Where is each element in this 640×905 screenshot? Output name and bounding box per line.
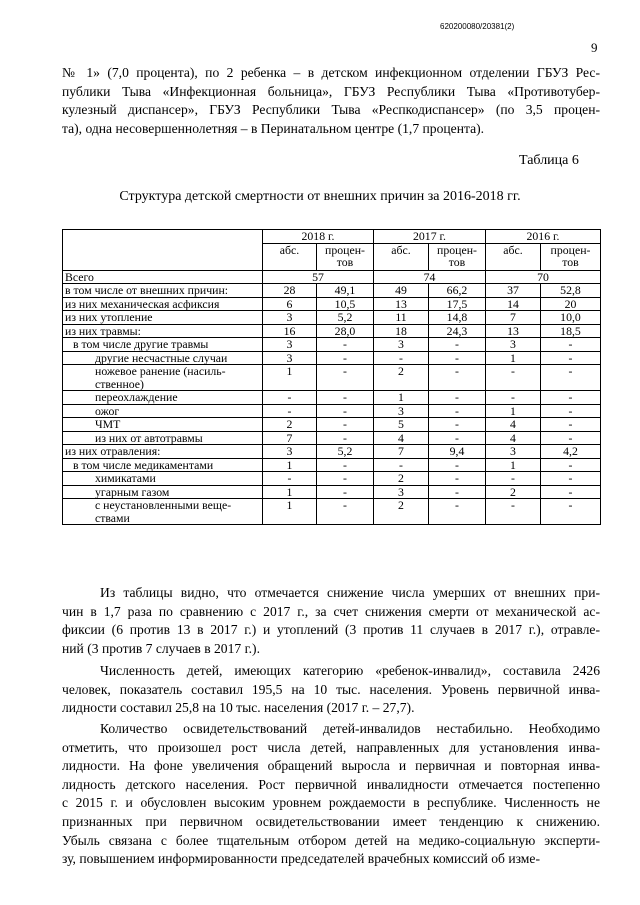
table-cell: - — [429, 351, 486, 365]
table-cell: 11 — [374, 311, 429, 325]
table-cell: - — [317, 391, 374, 405]
row-label: из них травмы: — [63, 324, 263, 338]
text-line: зу, повышением информированности председателей врачебных комиссий об изме- — [62, 851, 540, 867]
text-line: Количество освидетельствований детей-инвалидов нестабильно. Необходимо — [100, 721, 600, 736]
table-cell: 3 — [374, 485, 429, 499]
table-cell: 3 — [486, 338, 541, 352]
row-label: в том числе другие травмы — [63, 338, 263, 352]
table-cell: - — [429, 472, 486, 486]
text-line: фиксии (6 против 13 в 2017 г.) и утоплений (3 против 11 случаев в 2017 г.), отравле- — [62, 622, 600, 638]
header-year-2017: 2017 г. — [374, 230, 486, 244]
table-cell: 20 — [541, 297, 601, 311]
table-cell: 1 — [486, 404, 541, 418]
table-cell: - — [541, 365, 601, 391]
header-year-2018: 2018 г. — [263, 230, 374, 244]
table-cell: 9,4 — [429, 445, 486, 459]
table-cell: 1 — [263, 485, 317, 499]
table-row — [63, 284, 601, 298]
table-cell: 18 — [374, 324, 429, 338]
header-abs: абс. — [374, 243, 429, 270]
header-year-2016: 2016 г. — [486, 230, 601, 244]
table-header-years — [63, 230, 601, 244]
table-cell: - — [541, 404, 601, 418]
table-cell: - — [429, 499, 486, 525]
table-cell: - — [263, 404, 317, 418]
table-cell: - — [486, 365, 541, 391]
table-cell: - — [429, 338, 486, 352]
table-cell: 3 — [263, 311, 317, 325]
text-line: человек, показатель составил 195,5 на 10 тыс. населения. Уровень первичной инва- — [62, 681, 600, 697]
table-cell: - — [317, 365, 374, 391]
table-cell: - — [541, 485, 601, 499]
table-cell: 3 — [374, 338, 429, 352]
table-cell: - — [317, 351, 374, 365]
table-cell: 4 — [486, 418, 541, 432]
table-cell: - — [317, 418, 374, 432]
table-cell: 37 — [486, 284, 541, 298]
paragraph — [62, 584, 600, 658]
table-cell: 1 — [263, 499, 317, 525]
table-row-total — [63, 270, 601, 284]
paragraph — [62, 720, 600, 869]
row-label: переохлаждение — [63, 391, 263, 405]
table-row — [63, 297, 601, 311]
table-cell: - — [317, 499, 374, 525]
table-cell: 3 — [486, 445, 541, 459]
table-cell: 16 — [263, 324, 317, 338]
table-cell: - — [541, 391, 601, 405]
row-label: ожог — [63, 404, 263, 418]
table-cell: - — [541, 472, 601, 486]
table-cell: 17,5 — [429, 297, 486, 311]
table-cell: - — [541, 338, 601, 352]
row-label: в том числе от внешних причин: — [63, 284, 263, 298]
table-cell: 1 — [486, 351, 541, 365]
table-cell: 49 — [374, 284, 429, 298]
header-abs: абс. — [263, 243, 317, 270]
table-cell: - — [263, 472, 317, 486]
row-label: с неустановленными веще-ствами — [63, 499, 263, 525]
row-label: химикатами — [63, 472, 263, 486]
table-row — [63, 324, 601, 338]
table-row — [63, 418, 601, 432]
table-cell: - — [263, 391, 317, 405]
text-line: лидности составил 25,8 на 10 тыс. населения (2017 г. – 27,7). — [62, 700, 415, 716]
table-cell: - — [317, 458, 374, 472]
table-row — [63, 458, 601, 472]
table-cell: - — [429, 391, 486, 405]
table-cell: - — [429, 458, 486, 472]
table-cell: - — [486, 391, 541, 405]
table-cell: 3 — [263, 338, 317, 352]
row-label: угарным газом — [63, 485, 263, 499]
table-cell: 5,2 — [317, 445, 374, 459]
table-cell: - — [429, 418, 486, 432]
total-2016: 70 — [486, 270, 601, 284]
row-label: из них от автотравмы — [63, 431, 263, 445]
table-row — [63, 472, 601, 486]
table-cell: - — [541, 499, 601, 525]
table-cell: 24,3 — [429, 324, 486, 338]
header-percent: процен-тов — [317, 243, 374, 270]
text-line: № 1» (7,0 процента), по 2 ребенка – в детском инфекционном отделении ГБУЗ Рес- — [62, 65, 600, 80]
table-cell: - — [317, 431, 374, 445]
table-row — [63, 499, 601, 525]
table-cell: 13 — [486, 324, 541, 338]
text-line: лидности. На фоне увеличения обращений выросла и первичная и повторная инва- — [62, 758, 600, 774]
table-row — [63, 365, 601, 391]
table-row — [63, 338, 601, 352]
table-cell: 2 — [374, 365, 429, 391]
table-row — [63, 485, 601, 499]
text-line: лидность детского населения. Рост первичной инвалидности отмечается постепенно — [62, 776, 600, 792]
document-id: 620200080/20381(2) — [440, 22, 515, 31]
table-cell: - — [374, 458, 429, 472]
text-line: Из таблицы видно, что отмечается снижение числа умерших от внешних при- — [100, 585, 600, 600]
table-cell: - — [429, 365, 486, 391]
text-line: та), одна несовершеннолетняя – в Перинатальном центре (1,7 процента). — [62, 120, 485, 136]
text-line: чин в 1,7 раза по сравнению с 2017 г., за счет снижения смерти от механической ас- — [62, 603, 600, 619]
table-cell: 5,2 — [317, 311, 374, 325]
table-cell: - — [486, 472, 541, 486]
header-percent: процен-тов — [429, 243, 486, 270]
table-cell: - — [317, 338, 374, 352]
table-cell: - — [541, 418, 601, 432]
text-line: с 2015 г. и обусловлен высоким уровнем рождаемости в республике. Численность не — [62, 795, 600, 811]
table-cell: 4,2 — [541, 445, 601, 459]
text-line: Убыль связана с более тщательным отбором детей на медико-социальную эксперти- — [62, 832, 600, 848]
statistics-table — [62, 229, 601, 525]
row-label: другие несчастные случаи — [63, 351, 263, 365]
table-cell: 2 — [374, 499, 429, 525]
text-line: признанных при первичном освидетельствовании имеет тенденцию к снижению. — [62, 813, 600, 829]
page-number: 9 — [591, 40, 598, 55]
table-row — [63, 445, 601, 459]
table-label: Таблица 6 — [519, 153, 579, 168]
table-cell: - — [541, 351, 601, 365]
row-label: в том числе медикаментами — [63, 458, 263, 472]
table-cell: - — [429, 431, 486, 445]
table-cell: 3 — [263, 351, 317, 365]
total-2018: 57 — [263, 270, 374, 284]
table-cell: 14,8 — [429, 311, 486, 325]
table-cell: 10,5 — [317, 297, 374, 311]
text-line: Численность детей, имеющих категорию «ребенок-инвалид», составила 2426 — [100, 663, 600, 678]
table-cell: 2 — [374, 472, 429, 486]
header-empty-cell — [63, 230, 263, 271]
table-cell: 1 — [374, 391, 429, 405]
table-caption: Структура детской смертности от внешних причин за 2016-2018 гг. — [119, 189, 521, 204]
table-cell: 10,0 — [541, 311, 601, 325]
text-line: кулезный диспансер», ГБУЗ Республики Тыва «Респкодиспансер» (по 3,5 процен- — [62, 102, 600, 118]
intro-paragraph — [62, 64, 600, 138]
table-row — [63, 404, 601, 418]
row-label: ножевое ранение (насиль-ственное) — [63, 365, 263, 391]
table-cell: 49,1 — [317, 284, 374, 298]
table-cell: - — [317, 472, 374, 486]
table-cell: 2 — [263, 418, 317, 432]
table-cell: 66,2 — [429, 284, 486, 298]
table-cell: 52,8 — [541, 284, 601, 298]
table-cell: - — [429, 485, 486, 499]
table-cell: 7 — [374, 445, 429, 459]
total-2017: 74 — [374, 270, 486, 284]
table-cell: 1 — [263, 365, 317, 391]
table-cell: 4 — [486, 431, 541, 445]
text-line: отметить, что произошел рост числа детей, направленных для установления инва- — [62, 739, 600, 755]
table-cell: 14 — [486, 297, 541, 311]
table-cell: - — [317, 485, 374, 499]
header-percent: процен-тов — [541, 243, 601, 270]
table-cell: - — [541, 458, 601, 472]
table-cell: - — [486, 499, 541, 525]
table-cell: 3 — [263, 445, 317, 459]
table-cell: - — [429, 404, 486, 418]
row-label: из них отравления: — [63, 445, 263, 459]
table-cell: 7 — [263, 431, 317, 445]
table-cell: 4 — [374, 431, 429, 445]
table-cell: 1 — [263, 458, 317, 472]
table-cell: 6 — [263, 297, 317, 311]
table-cell: 28 — [263, 284, 317, 298]
table-cell: 7 — [486, 311, 541, 325]
text-line: ний (3 против 7 случаев в 2017 г.). — [62, 640, 260, 656]
table-cell: 28,0 — [317, 324, 374, 338]
paragraph — [62, 662, 600, 718]
row-label: ЧМТ — [63, 418, 263, 432]
table-cell: 2 — [486, 485, 541, 499]
table-row — [63, 351, 601, 365]
row-label: из них утопление — [63, 311, 263, 325]
table-row — [63, 391, 601, 405]
table-row — [63, 431, 601, 445]
table-cell: 5 — [374, 418, 429, 432]
table-cell: - — [541, 431, 601, 445]
table-cell: - — [374, 351, 429, 365]
row-label: из них механическая асфиксия — [63, 297, 263, 311]
table-cell: 18,5 — [541, 324, 601, 338]
table-cell: 13 — [374, 297, 429, 311]
table-cell: 3 — [374, 404, 429, 418]
header-abs: абс. — [486, 243, 541, 270]
table-cell: - — [317, 404, 374, 418]
table-row — [63, 311, 601, 325]
row-label: Всего — [63, 270, 263, 284]
text-line: публики Тыва «Инфекционная больница», ГБУЗ Республики Тыва «Противотубер- — [62, 83, 600, 99]
table-cell: 1 — [486, 458, 541, 472]
